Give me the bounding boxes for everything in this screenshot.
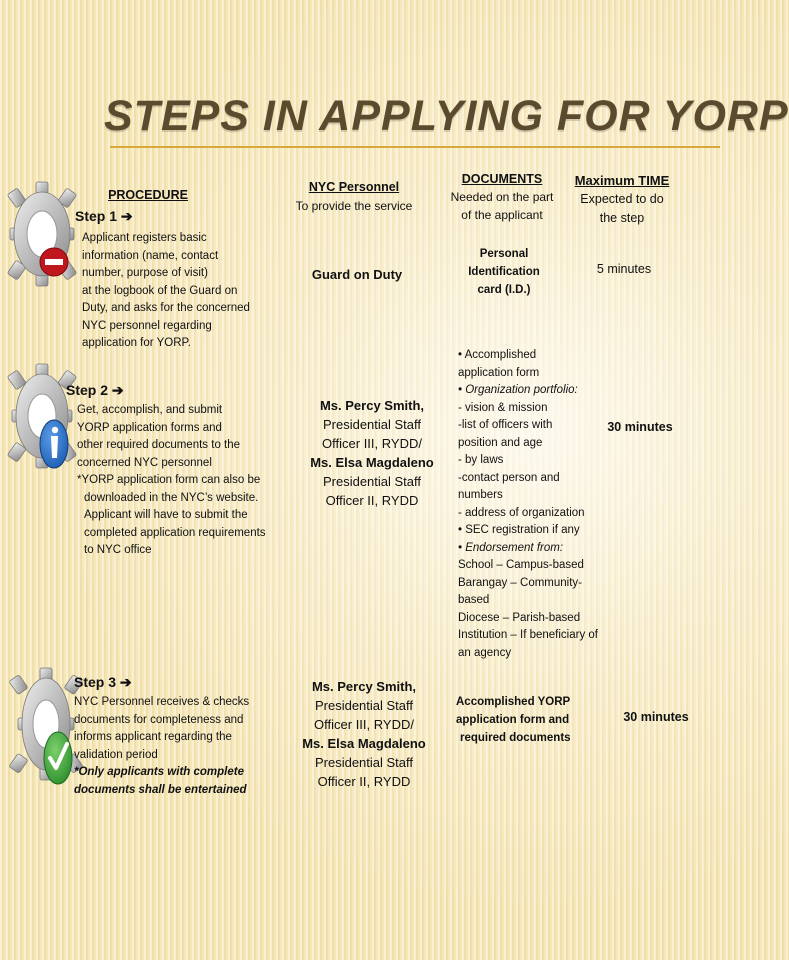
step-1-label: Step 1 ➔ bbox=[75, 208, 133, 224]
page-title: STEPS IN APPLYING FOR YORP bbox=[104, 92, 789, 140]
step-3-procedure: NYC Personnel receives & checks documents for completeness and informs applicant regarding the validation period *Only applicants with complete documents shall be entertained bbox=[74, 694, 284, 799]
step-2-personnel: Ms. Percy Smith, Presidential Staff Officer III, RYDD/ Ms. Elsa Magdaleno Presidential Staff Officer II, RYDD bbox=[310, 398, 434, 508]
documents-subheader-2: of the applicant bbox=[461, 208, 543, 222]
step-2-time: 30 minutes bbox=[607, 420, 673, 434]
procedure-header: PROCEDURE bbox=[108, 188, 188, 202]
personnel-header: NYC Personnel bbox=[308, 180, 400, 194]
step-3-note-line-1: *Only applicants with complete bbox=[74, 766, 244, 778]
step-3-personnel: Ms. Percy Smith, Presidential Staff Officer III, RYDD/ Ms. Elsa Magdaleno Presidential Staff Officer II, RYDD bbox=[302, 679, 426, 789]
time-subheader-2: the step bbox=[599, 211, 645, 225]
documents-subheader-1: Needed on the part bbox=[450, 190, 554, 204]
step-3-label: Step 3 ➔ bbox=[74, 674, 132, 690]
step-1-procedure: Applicant registers basic information (name, contact number, purpose of visit) at the logbook of the Guard on Duty, and asks for the concerned NYC personnel regarding application for YORP. bbox=[82, 232, 250, 349]
step-1-time: 5 minutes bbox=[596, 262, 652, 276]
time-header: Maximum TIME bbox=[574, 173, 670, 188]
step-2-procedure: Get, accomplish, and submit YORP application forms and other required documents to the concerned NYC personnel *YORP application form can also be downloaded in the NYC’s website. Applicant will have to submit the completed application requirements to NYC office bbox=[77, 404, 266, 556]
step-3-time: 30 minutes bbox=[623, 710, 689, 724]
step-1-documents: Personal Identification card (I.D.) bbox=[468, 248, 540, 296]
gear-stop-icon bbox=[8, 176, 74, 296]
documents-header: DOCUMENTS bbox=[461, 172, 543, 186]
title-underline bbox=[110, 146, 720, 148]
time-subheader-1: Expected to do bbox=[580, 192, 664, 206]
step-3-documents: Accomplished YORP application form and required documents bbox=[456, 696, 571, 744]
personnel-subheader: To provide the service bbox=[295, 199, 413, 213]
step-1-personnel: Guard on Duty bbox=[311, 267, 403, 282]
gear-check-icon bbox=[20, 662, 74, 792]
step-3-note-line-2: documents shall be entertained bbox=[74, 783, 247, 796]
step-2-documents: • Accomplished application form • Organization portfolio: - vision & mission -list of officers with position and age - by laws -contact person and numbers - address of organization • SEC registration if any • Endorsement from: School – Campus-based Barangay – Community- based Diocese – Parish-based Institution – If beneficiary of an agency bbox=[458, 349, 598, 659]
gear-info-icon bbox=[14, 358, 74, 478]
step-2-label: Step 2 ➔ bbox=[66, 382, 124, 398]
